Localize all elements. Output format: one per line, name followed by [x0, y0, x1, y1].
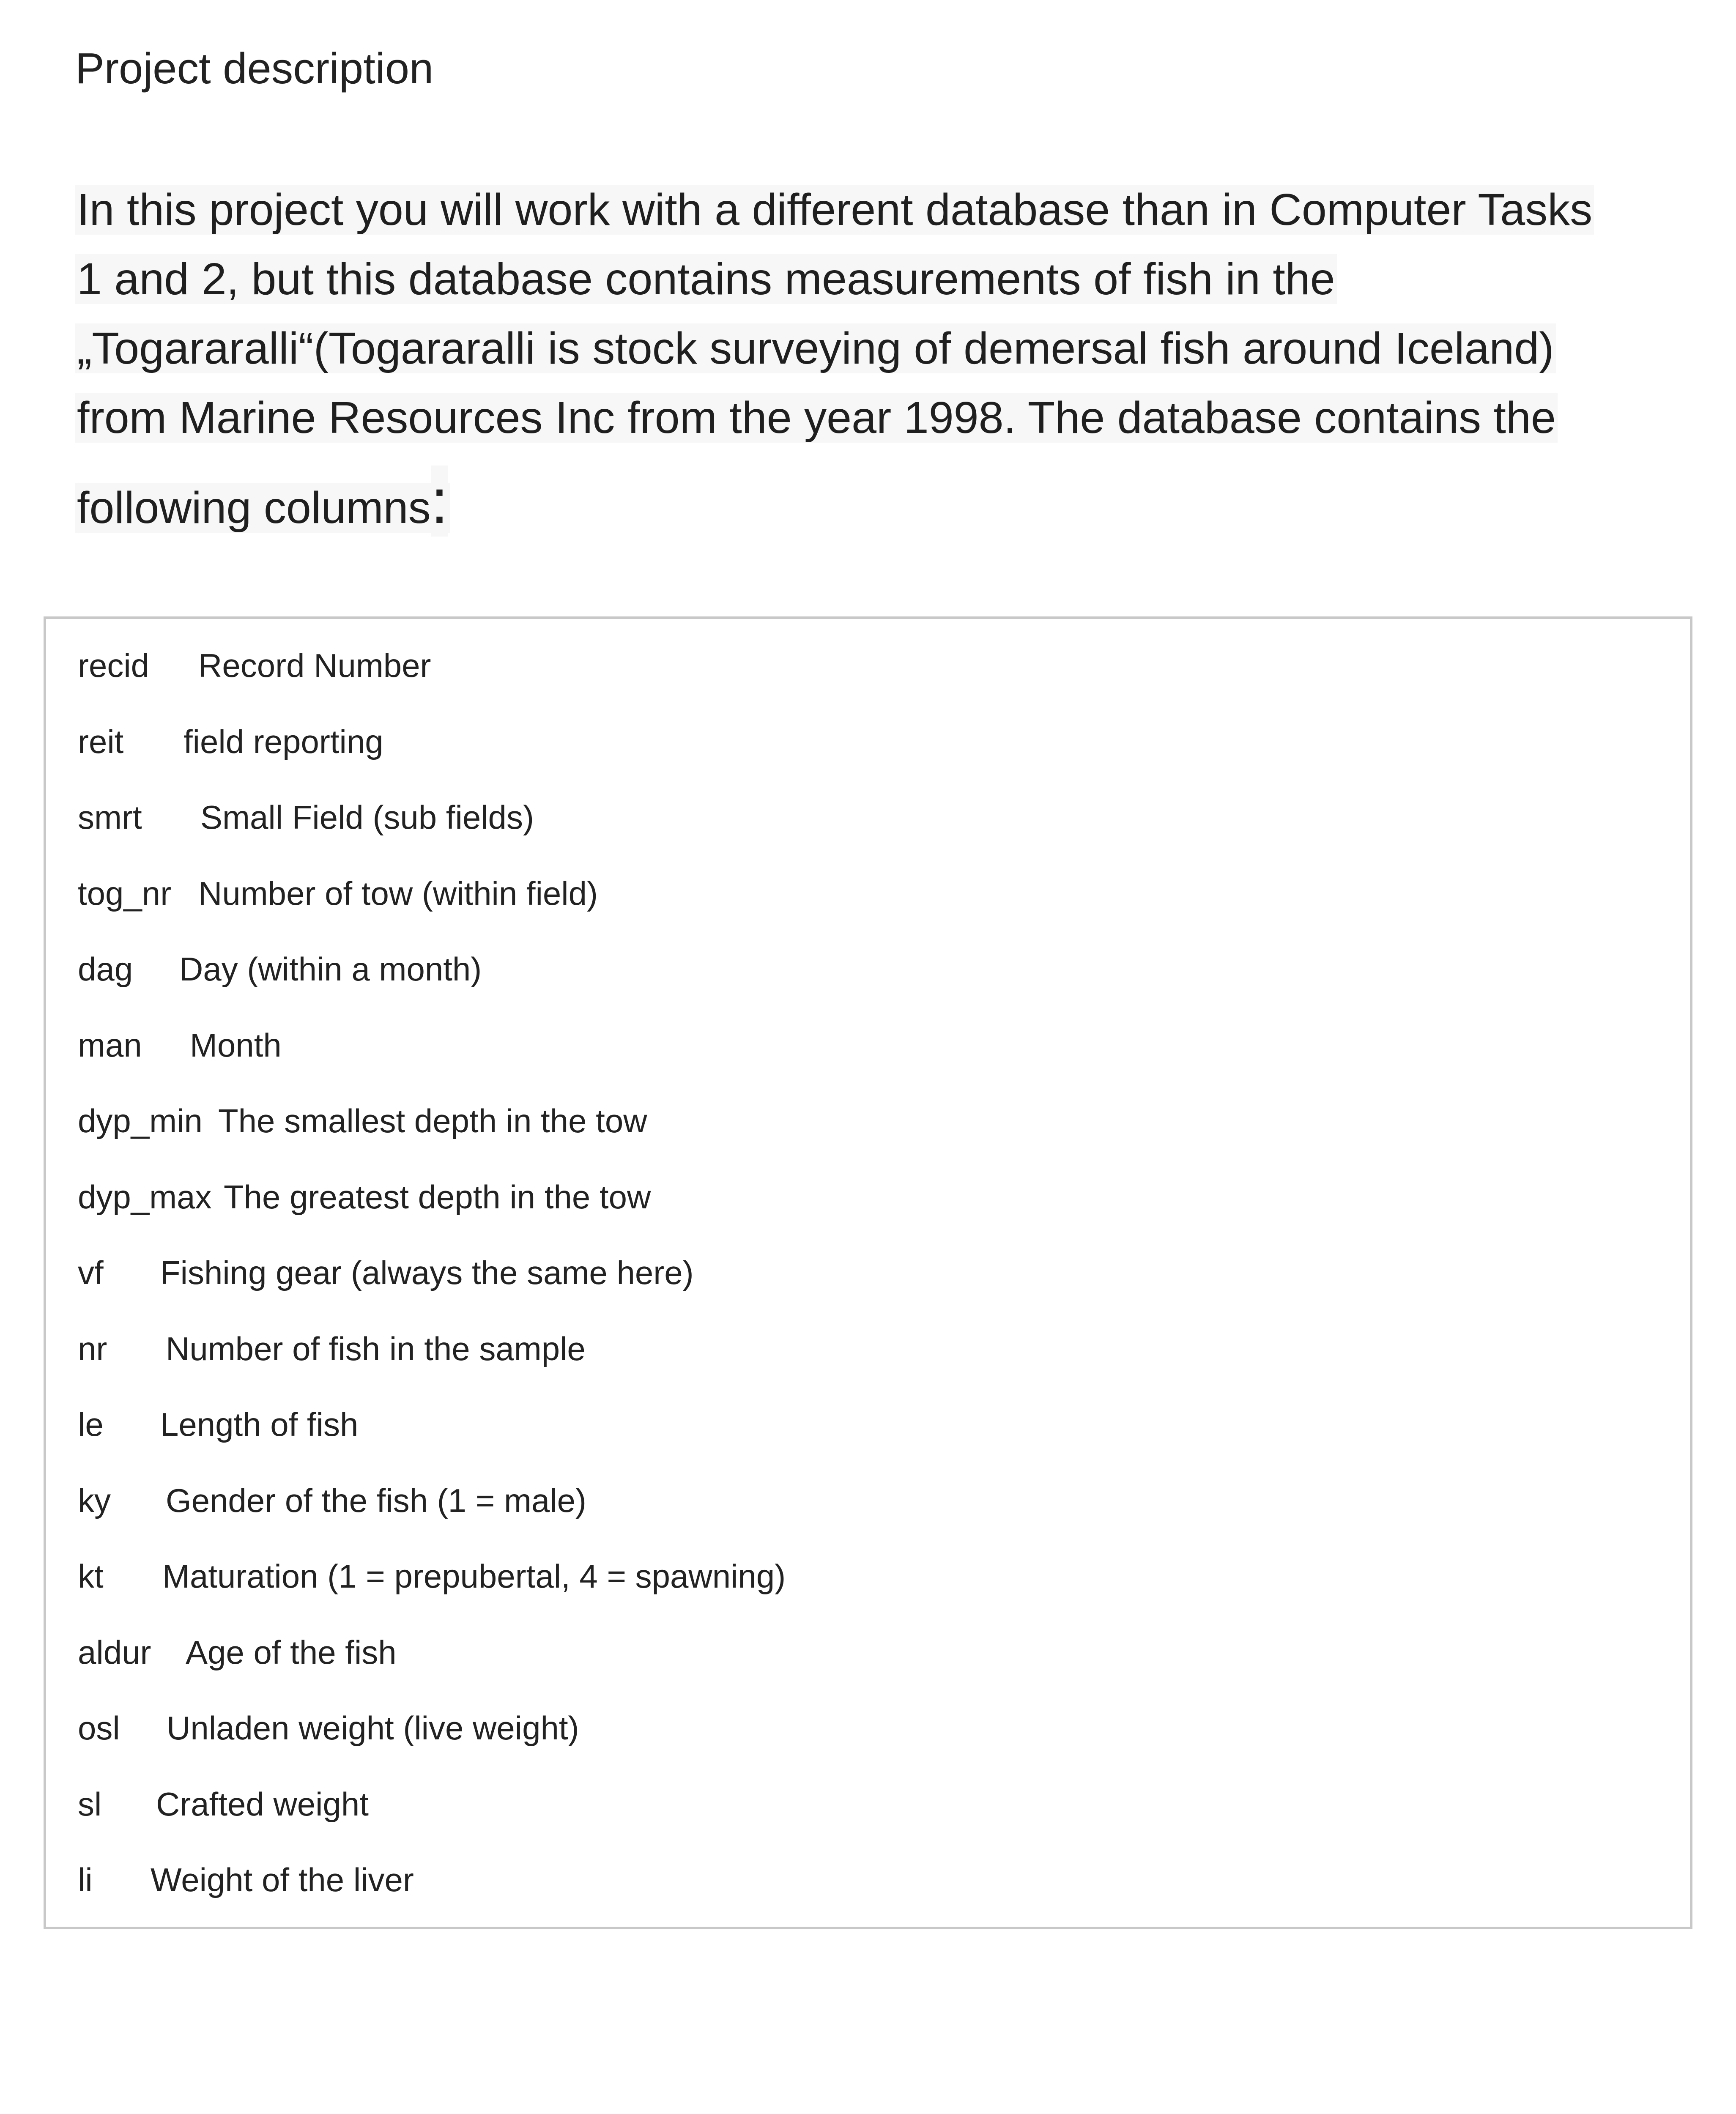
intro-line [75, 383, 1657, 452]
column-entry-aldur [78, 1631, 397, 1673]
column-entry-man [78, 1024, 282, 1066]
column-entry-kt [78, 1555, 786, 1597]
column-entry-ky [78, 1479, 586, 1522]
column-desc: Month [190, 1027, 282, 1064]
column-entry-li [78, 1859, 414, 1901]
column-key: recid [78, 647, 150, 684]
intro-paragraph [75, 175, 1657, 545]
intro-line-text: In this project you will work with a different database than in Computer Tasks [75, 185, 1594, 235]
column-key: osl [78, 1709, 120, 1747]
intro-line-text: 1 and 2, but this database contains measurements of fish in the [75, 254, 1337, 304]
column-key: dag [78, 950, 133, 988]
intro-line [75, 244, 1657, 314]
column-desc: Crafted weight [156, 1785, 369, 1823]
column-entry-reit [78, 720, 383, 763]
column-desc: Day (within a month) [179, 950, 482, 988]
column-key: nr [78, 1330, 107, 1367]
column-entry-vf [78, 1251, 694, 1294]
intro-line-text: „Togararalli“(Togararalli is stock surveying of demersal fish around Iceland) [75, 323, 1556, 373]
column-entry-le [78, 1403, 358, 1446]
column-desc: Number of tow (within field) [198, 875, 598, 912]
column-key: le [78, 1406, 104, 1443]
column-entry-tog-nr [78, 872, 598, 915]
column-desc: Fishing gear (always the same here) [160, 1254, 694, 1291]
intro-line [75, 314, 1657, 383]
column-entry-osl [78, 1707, 579, 1749]
column-desc: The greatest depth in the tow [224, 1178, 651, 1216]
columns-list-box [44, 616, 1692, 1929]
column-desc: Length of fish [160, 1406, 359, 1443]
column-key: kt [78, 1558, 104, 1595]
column-key: dyp_min [78, 1102, 203, 1139]
column-key: aldur [78, 1634, 151, 1671]
column-desc: Unladen weight (live weight) [167, 1709, 579, 1747]
column-entry-smrt [78, 796, 534, 838]
column-key: man [78, 1027, 142, 1064]
column-desc: Weight of the liver [151, 1861, 414, 1898]
column-key: tog_nr [78, 875, 172, 912]
intro-line-words: following columns [77, 483, 431, 533]
column-key: reit [78, 723, 124, 760]
page-title: Project description [75, 44, 434, 93]
column-key: li [78, 1861, 93, 1898]
column-desc: Maturation (1 = prepubertal, 4 = spawning) [162, 1558, 786, 1595]
column-entry-recid [78, 644, 431, 687]
column-entry-dyp-min [78, 1100, 647, 1142]
column-key: vf [78, 1254, 104, 1291]
column-key: dyp_max [78, 1178, 212, 1216]
column-desc: The smallest depth in the tow [218, 1102, 647, 1139]
column-entry-sl [78, 1783, 369, 1825]
column-entry-dag [78, 948, 482, 990]
intro-line [75, 452, 1657, 545]
column-desc: Gender of the fish (1 = male) [166, 1482, 586, 1519]
column-key: smrt [78, 799, 142, 836]
column-desc: Number of fish in the sample [166, 1330, 586, 1367]
column-key: ky [78, 1482, 111, 1519]
column-entry-dyp-max [78, 1176, 651, 1218]
column-key: sl [78, 1785, 102, 1823]
intro-colon: : [430, 466, 449, 537]
column-desc: field reporting [183, 723, 383, 760]
intro-line-text [75, 466, 450, 537]
column-entry-nr [78, 1328, 586, 1370]
intro-line [75, 175, 1657, 244]
intro-line-text: from Marine Resources Inc from the year 1998. The database contains the [75, 393, 1558, 443]
column-desc: Record Number [198, 647, 431, 684]
column-desc: Small Field (sub fields) [200, 799, 534, 836]
column-desc: Age of the fish [186, 1634, 397, 1671]
